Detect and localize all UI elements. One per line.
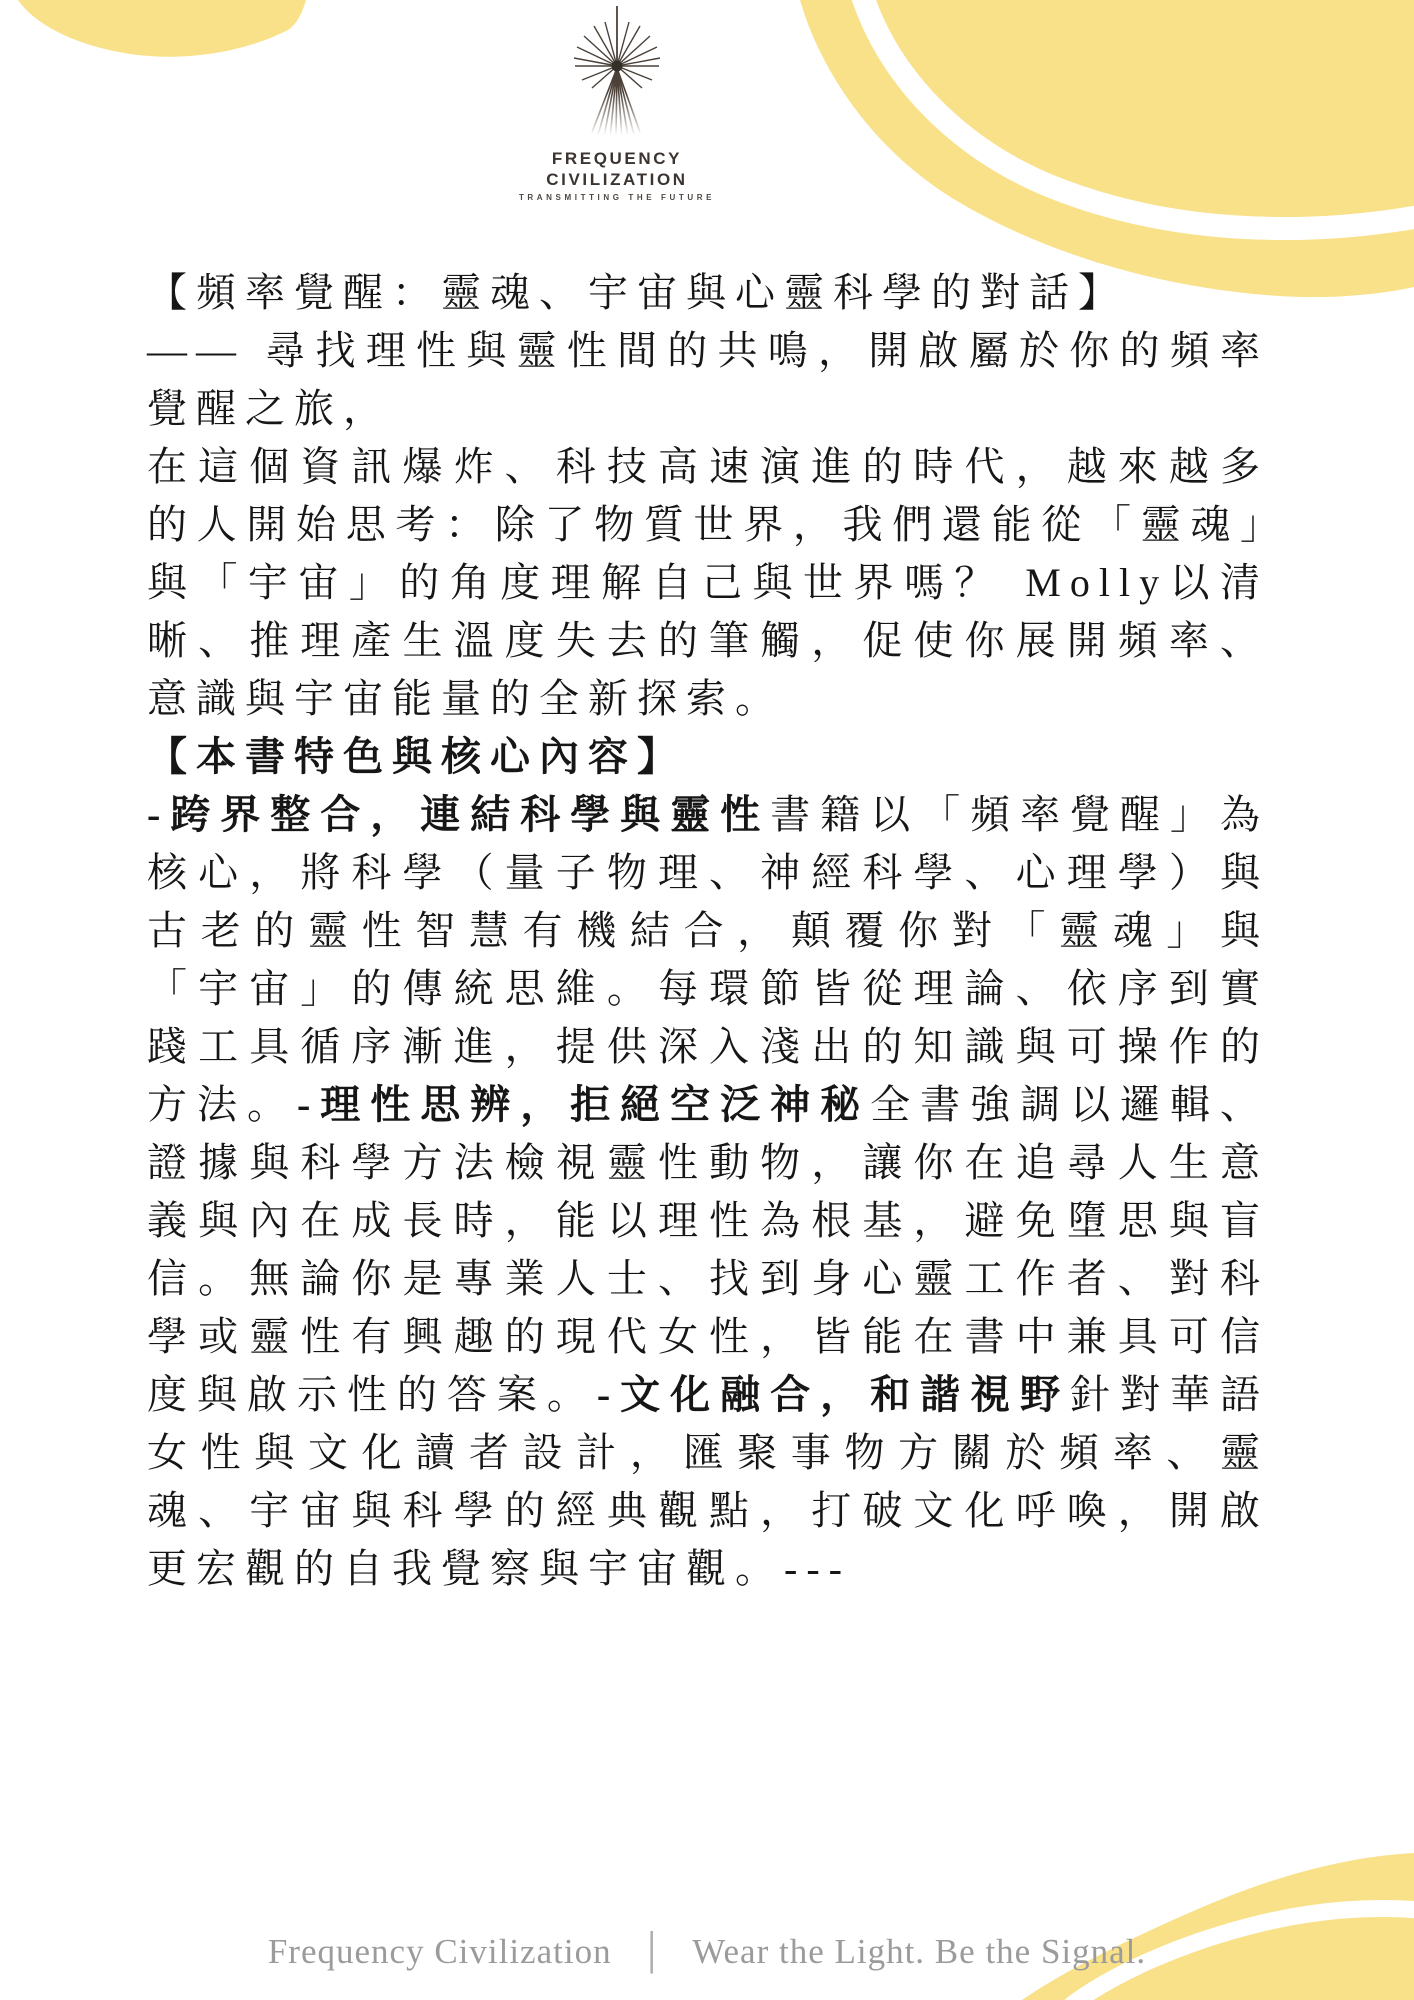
page-content [147,264,1269,1598]
book-subtitle-line: —— 尋找理性與靈性間的共鳴，開啟屬於你的頻率覺醒之旅， [147,328,1269,431]
beacon-starburst-icon [532,6,702,138]
brand-logo [447,6,787,203]
footer-brand: Frequency Civilization [267,1932,612,1971]
intro-paragraph: 在這個資訊爆炸、科技高速演進的時代，越來越多的人開始思考：除了物質世界，我們還能從「靈魂」與「宇宙」的角度理解自己與世界嗎？ Molly以清晰、推理產生溫度失去的筆觸，促使你展開頻率、意識與宇宙能量的全新探索。 [147,444,1269,721]
book-title-line: 【頻率覺醒：靈魂、宇宙與心靈科學的對話】 [147,270,1127,315]
page-footer [0,1932,1414,1972]
blob-top-left [18,0,306,57]
footer-tagline: Wear the Light. Be the Signal. [692,1932,1147,1971]
starburst-core [612,61,623,72]
section-heading: 【本書特色與核心內容】 [147,734,686,779]
brand-name-line2: CIVILIZATION [546,170,688,189]
beam-fade [580,92,654,138]
book-title-block [147,264,1269,438]
footer-separator: │ [639,1932,666,1971]
brand-tagline: TRANSMITTING THE FUTURE [518,193,716,202]
features-paragraph: -跨界整合，連結科學與靈性書籍以「頻率覺醒」為核心，將科學（量子物理、神經科學、心理學）與古老的靈性智慧有機結合，顛覆你對「靈魂」與「宇宙」的傳統思維。每環節皆從理論、依序到實踐工具循序漸進，提供深入淺出的知識與可操作的方法。-理性思辨，拒絕空泛神秘全書強調以邏輯、證據與科學方法檢視靈性動物，讓你在追尋人生意義與內在成長時，能以理性為根基，避免墮思與盲信。無論你是專業人士、找到身心靈工作者、對科學或靈性有興趣的現代女性，皆能在書中兼具可信度與啟示性的答案。-文化融合，和諧視野針對華語女性與文化讀者設計，匯聚事物方關於頻率、靈魂、宇宙與科學的經典觀點，打破文化呼喚，開啟更宏觀的自我覺察與宇宙觀。--- [147,792,1270,1591]
brand-name-line1: FREQUENCY [551,149,683,168]
